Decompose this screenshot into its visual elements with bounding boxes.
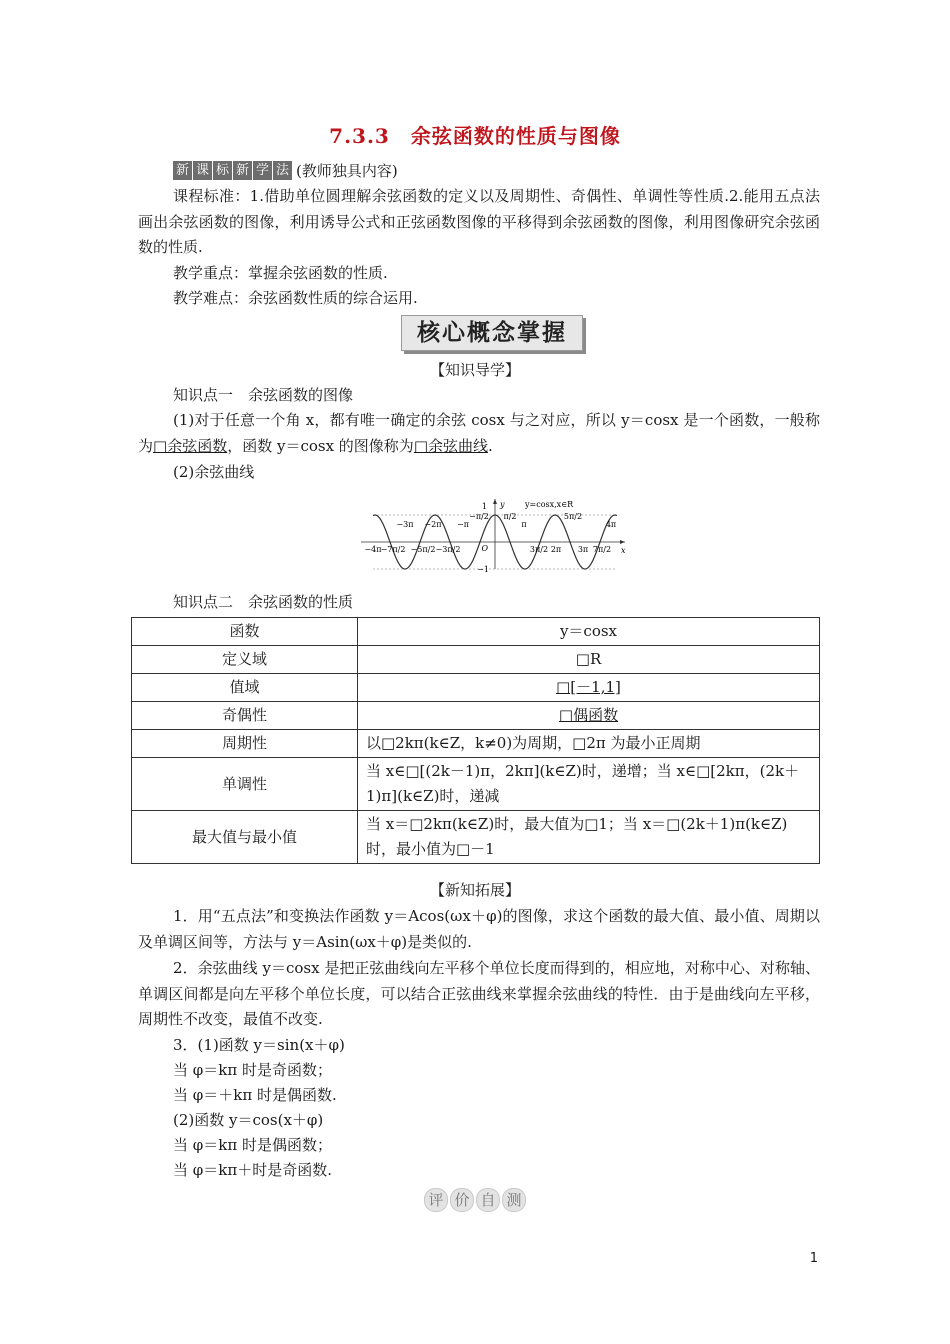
equation-label: y=cosx,x∈R [525, 500, 574, 509]
tag-box: 课 [193, 161, 212, 180]
badge-char: 测 [502, 1188, 526, 1212]
knowledge-point-1-title: 知识点一 余弦函数的图像 [173, 386, 354, 404]
difficulty-point: 教学难点：余弦函数性质的综合运用. [173, 289, 418, 307]
self-evaluation-badge [0, 1188, 950, 1212]
badge-char: 价 [450, 1188, 474, 1212]
tag-line [173, 160, 398, 181]
answer-blank: □偶函数 [558, 706, 619, 724]
tick-label: −3π [396, 520, 414, 529]
origin-label: O [481, 544, 488, 553]
tick-label: −2π [424, 520, 442, 529]
tick-label: −3π/2 [435, 545, 461, 554]
tick-label: −π/2 [469, 512, 489, 521]
section-heading: 【知识导学】 [429, 361, 520, 379]
cosine-curve-graph [355, 495, 635, 573]
table-cell [358, 702, 820, 730]
answer-blank: □余弦函数 [153, 436, 228, 455]
table-cell [358, 674, 820, 702]
tag-box: 标 [213, 161, 232, 180]
extension-3-line: (2)函数 y＝cos(x＋φ) [173, 1111, 324, 1129]
table-cell: 奇偶性 [132, 702, 358, 730]
tag-box: 法 [273, 161, 292, 180]
knowledge-point-2-title: 知识点二 余弦函数的性质 [173, 593, 354, 611]
extension-1: 1．用“五点法”和变换法作函数 y＝Acos(ωx＋φ)的图像，求这个函数的最大值、最小值、周期以及单调区间等，方法与 y＝Asin(ωx＋φ)是类似的. [138, 907, 820, 951]
tag-box: 学 [253, 161, 272, 180]
extension-3-line: 当 φ＝＋kπ 时是偶函数. [173, 1086, 337, 1104]
table-cell: 以□2kπ(k∈Z，k≠0)为周期，□2π 为最小正周期 [358, 730, 820, 758]
badge-char: 评 [424, 1188, 448, 1212]
page-title: 7.3.3 余弦函数的性质与图像 [329, 124, 621, 148]
knowledge-point-1-sub: (2)余弦曲线 [173, 463, 255, 481]
section-heading: 【新知拓展】 [429, 881, 520, 899]
table-cell: 最大值与最小值 [132, 811, 358, 864]
tick-label: −4π [364, 545, 382, 554]
extension-3-line: 当 φ＝kπ＋时是奇函数. [173, 1161, 332, 1179]
extension-3-line: 当 φ＝kπ 时是偶函数； [173, 1136, 332, 1154]
y-axis-arrow [493, 499, 497, 504]
tag-note: (教师独具内容) [296, 162, 398, 180]
y-one-label: 1 [481, 502, 487, 511]
answer-blank: □余弦曲线 [413, 436, 488, 455]
tag-box: 新 [233, 161, 252, 180]
extension-3-line: 3．(1)函数 y＝sin(x＋φ) [173, 1036, 345, 1054]
table-cell: 定义域 [132, 646, 358, 674]
badge-char: 自 [476, 1188, 500, 1212]
tick-label: 4π [605, 520, 617, 529]
table-cell: 值域 [132, 674, 358, 702]
tick-label: −π [457, 520, 469, 529]
table-row [132, 702, 820, 730]
table-cell: □R [358, 646, 820, 674]
y-minus-one-label: −1 [477, 565, 489, 573]
tick-label: −5π/2 [410, 545, 436, 554]
tick-label: 2π [550, 545, 562, 554]
tick-label: 3π/2 [529, 545, 549, 554]
curriculum-standard: 课程标准：1.借助单位圆理解余弦函数的定义以及周期性、奇偶性、单调性等性质.2.能用五点法画出余弦函数的图像，利用诱导公式和正弦函数图像的平移得到余弦函数的图像，利用图像研究余弦函数的性质. [138, 187, 820, 256]
tick-label: 5π/2 [563, 512, 583, 521]
extension-3-line: 当 φ＝kπ 时是奇函数； [173, 1061, 332, 1079]
extension-2: 2．余弦曲线 y＝cosx 是把正弦曲线向左平移个单位长度而得到的，相应地，对称中心、对称轴、单调区间都是向左平移个单位长度，可以结合正弦曲线来掌握余弦曲线的特性．由于是曲线向左平移，周期性不改变，最值不改变. [138, 959, 820, 1028]
tick-label: −7π/2 [380, 545, 406, 554]
table-cell: 函数 [132, 618, 358, 646]
y-axis-label: y [500, 500, 505, 509]
knowledge-point-1-text: (1)对于任意一个角 x，都有唯一确定的余弦 cosx 与之对应，所以 y＝cosx 是一个函数，一般称为□余弦函数，函数 y＝cosx 的图像称为□余弦曲线. [138, 411, 820, 455]
table-cell: 当 x∈□[(2k－1)π，2kπ](k∈Z)时，递增；当 x∈□[2kπ，(2k＋1)π](k∈Z)时，递减 [358, 758, 820, 811]
table-row [132, 646, 820, 674]
tick-label: π/2 [503, 512, 517, 521]
table-row [132, 758, 820, 811]
section-banner: 核心概念掌握 [401, 315, 583, 351]
table-row [132, 811, 820, 864]
key-point: 教学重点：掌握余弦函数的性质. [173, 264, 388, 282]
tick-label: π [521, 520, 527, 529]
table-cell: 当 x＝□2kπ(k∈Z)时，最大值为□1；当 x＝□(2k＋1)π(k∈Z)时，最小值为□－1 [358, 811, 820, 864]
table-row [132, 730, 820, 758]
page-number: 1 [809, 1251, 818, 1266]
tick-label: 7π/2 [592, 545, 612, 554]
table-cell: 周期性 [132, 730, 358, 758]
table-cell: y＝cosx [358, 618, 820, 646]
table-row [132, 674, 820, 702]
tick-label: 3π [577, 545, 589, 554]
table-cell: 单调性 [132, 758, 358, 811]
tag-box: 新 [173, 161, 192, 180]
x-axis-label: x [621, 546, 626, 555]
properties-table [131, 617, 820, 864]
x-axis-arrow [620, 540, 625, 544]
table-row [132, 618, 820, 646]
answer-blank: □[－1,1] [556, 678, 621, 696]
